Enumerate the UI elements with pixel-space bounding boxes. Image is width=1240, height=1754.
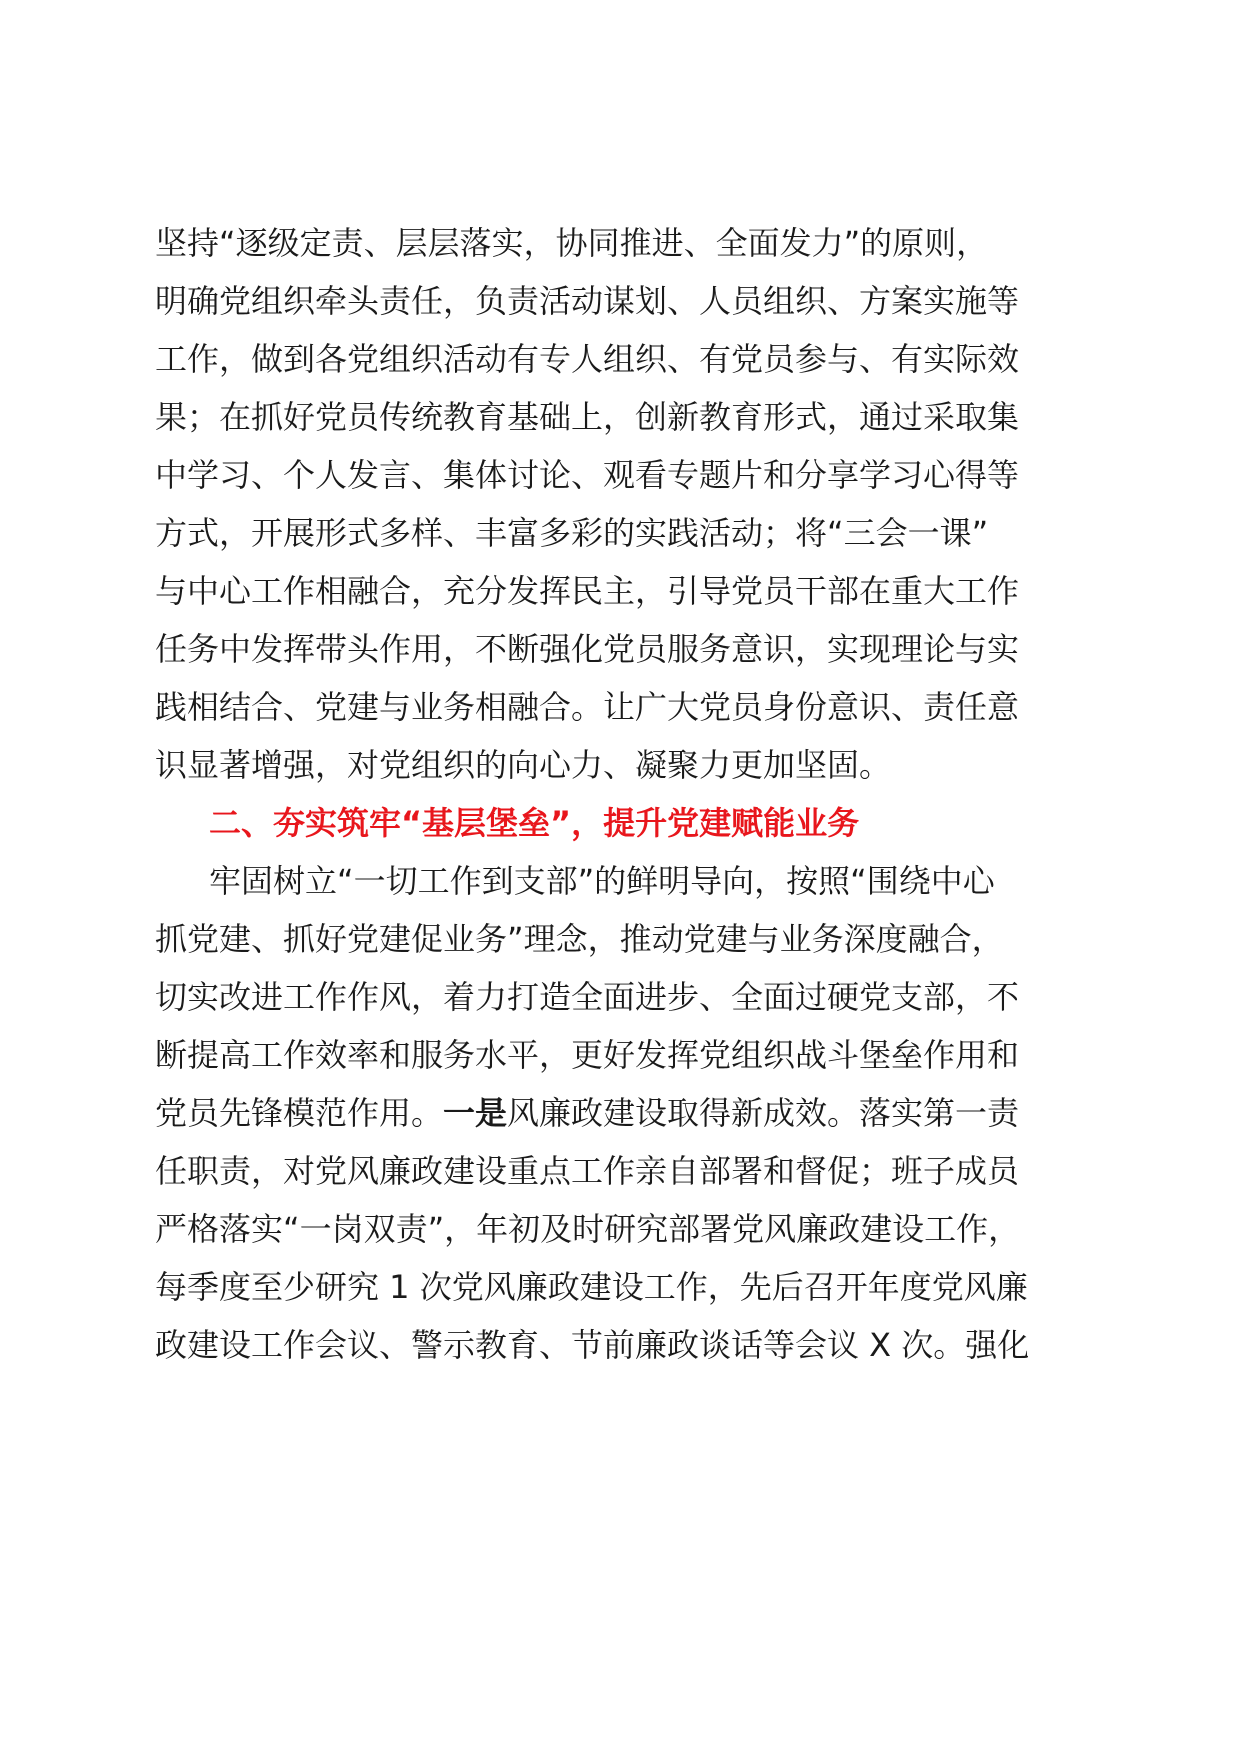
paragraph-line: 中学习、个人发言、集体讨论、观看专题片和分享学习心得等 xyxy=(155,456,1020,494)
line-text: 党员先锋模范作用。 xyxy=(155,1094,444,1132)
paragraph-line: 政建设工作会议、警示教育、节前廉政谈话等会议 X 次。强化 xyxy=(155,1326,1030,1364)
paragraph-line: 切实改进工作作风，着力打造全面进步、全面过硬党支部，不 xyxy=(155,978,1020,1016)
paragraph-line: 识显著增强，对党组织的向心力、凝聚力更加坚固。 xyxy=(155,746,892,784)
paragraph-line: 与中心工作相融合，充分发挥民主，引导党员干部在重大工作 xyxy=(155,572,1020,610)
paragraph-line: 明确党组织牵头责任，负责活动谋划、人员组织、方案实施等 xyxy=(155,282,1020,320)
paragraph-line: 任职责，对党风廉政建设重点工作亲自部署和督促；班子成员 xyxy=(155,1152,1020,1190)
paragraph-line: 断提高工作效率和服务水平，更好发挥党组织战斗堡垒作用和 xyxy=(155,1036,1020,1074)
paragraph-line: 方式，开展形式多样、丰富多彩的实践活动；将“三会一课” xyxy=(155,514,989,552)
paragraph-line: 践相结合、党建与业务相融合。让广大党员身份意识、责任意 xyxy=(155,688,1020,726)
paragraph-line: 工作，做到各党组织活动有专人组织、有党员参与、有实际效 xyxy=(155,340,1020,378)
paragraph-line: 坚持“逐级定责、层层落实，协同推进、全面发力”的原则， xyxy=(155,224,989,262)
section-heading: 二、夯实筑牢“基层堡垒”，提升党建赋能业务 xyxy=(209,804,860,842)
paragraph-line: 严格落实“一岗双责”，年初及时研究部署党风廉政建设工作， xyxy=(155,1210,1021,1248)
paragraph-line: 每季度至少研究 1 次党风廉政建设工作，先后召开年度党风廉 xyxy=(155,1268,1028,1306)
paragraph-line: 抓党建、抓好党建促业务”理念，推动党建与业务深度融合， xyxy=(155,920,1004,958)
emphasis-text: 一是 xyxy=(443,1094,508,1132)
paragraph-line xyxy=(155,1080,1019,1146)
paragraph-line: 牢固树立“一切工作到支部”的鲜明导向，按照“围绕中心 xyxy=(209,862,995,900)
paragraph-line: 任务中发挥带头作用，不断强化党员服务意识，实现理论与实 xyxy=(155,630,1020,668)
paragraph-line: 果；在抓好党员传统教育基础上，创新教育形式，通过采取集 xyxy=(155,398,1020,436)
line-text: 风廉政建设取得新成效。落实第一责 xyxy=(507,1094,1020,1132)
